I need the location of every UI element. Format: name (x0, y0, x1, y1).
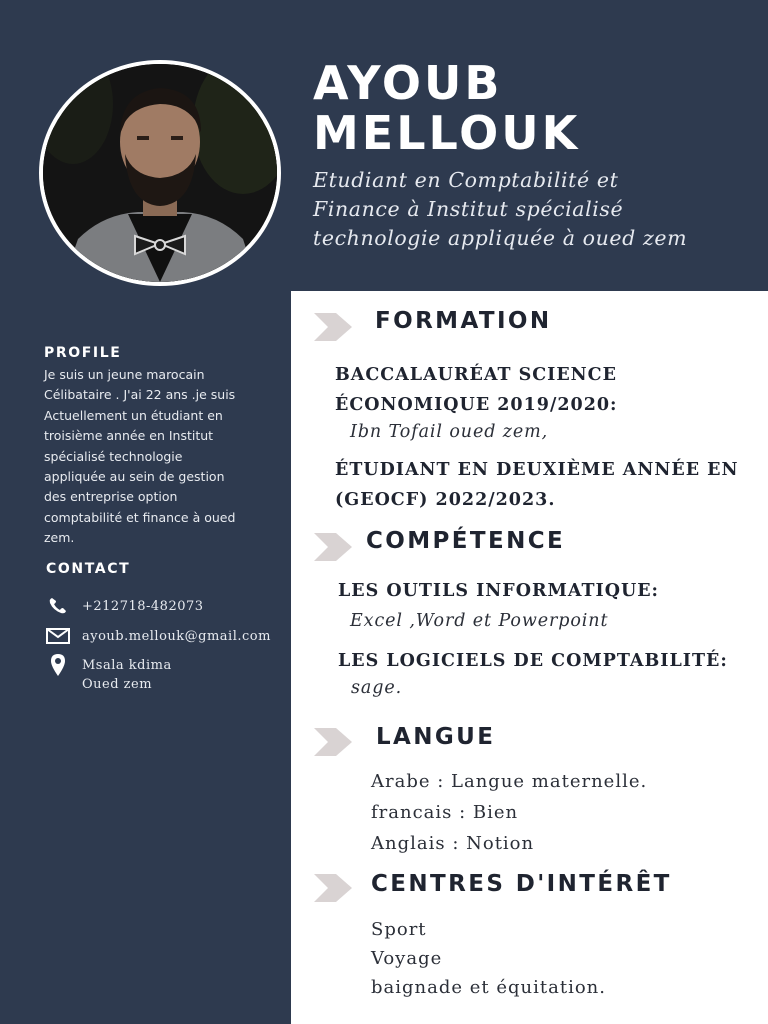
competence-item-2-value: sage. (351, 678, 403, 698)
competence-arrow-icon (314, 533, 352, 561)
formation-entry-1-title (335, 360, 618, 420)
profile-line: Actuellement un étudiant en (44, 407, 223, 423)
profile-line: Je suis un jeune marocain (44, 367, 205, 382)
profile-line: comptabilité et finance à oued (44, 509, 236, 525)
interet-item: baignade et équitation. (371, 977, 606, 998)
tagline-line: technologie appliquée à oued zem (313, 226, 688, 250)
profile-heading: PROFILE (44, 345, 122, 361)
entry-line: (GEOCF) 2022/2023. (335, 490, 556, 510)
address-line: Oued zem (82, 677, 153, 692)
location-pin-icon (46, 656, 70, 674)
competence-item-2-title: LES LOGICIELS DE COMPTABILITÉ: (338, 651, 728, 671)
profile-line: appliquée au sein de gestion (44, 469, 225, 485)
formation-entry-2-title (335, 455, 738, 515)
competence-title: COMPÉTENCE (366, 528, 566, 554)
entry-line: BACCALAURÉAT SCIENCE (335, 365, 617, 385)
interet-item: Voyage (371, 948, 443, 969)
contact-phone (46, 597, 204, 616)
email-address[interactable]: ayoub.mellouk@gmail.com (82, 629, 271, 644)
entry-line: ÉTUDIANT EN DEUXIÈME ANNÉE EN (335, 460, 739, 480)
langue-title: LANGUE (376, 724, 496, 750)
mail-icon (46, 627, 70, 645)
tagline-line: Finance à Institut spécialisé (313, 197, 624, 221)
profile-text (44, 365, 270, 549)
langue-item: Arabe : Langue maternelle. (371, 771, 648, 792)
tagline-line: Etudiant en Comptabilité et (313, 168, 619, 192)
profile-line: des entreprise option (44, 489, 178, 505)
address (82, 656, 172, 694)
phone-icon (46, 597, 70, 615)
name-last: MELLOUK (313, 106, 581, 160)
profile-line: zem. (44, 530, 75, 546)
profile-line: Célibataire . J'ai 22 ans .je suis (44, 387, 236, 403)
formation-entry-1-place: Ibn Tofail oued zem, (350, 422, 549, 442)
profile-photo (39, 60, 281, 286)
competence-item-1-title: LES OUTILS INFORMATIQUE: (338, 581, 660, 601)
langue-arrow-icon (314, 728, 352, 756)
competence-item-1-value: Excel ,Word et Powerpoint (350, 611, 609, 631)
address-line: Msala kdima (82, 658, 172, 673)
interets-title: CENTRES D'INTÉRÊT (371, 871, 672, 897)
formation-arrow-icon (314, 313, 352, 341)
entry-line: ÉCONOMIQUE 2019/2020: (335, 395, 618, 415)
interet-item: Sport (371, 919, 427, 940)
tagline (313, 166, 763, 253)
profile-line: spécialisé technologie (44, 448, 183, 464)
formation-title: FORMATION (375, 308, 552, 334)
contact-email (46, 627, 271, 646)
langue-item: francais : Bien (371, 802, 519, 823)
interets-arrow-icon (314, 874, 352, 902)
name-first: AYOUB (313, 56, 503, 110)
phone-number[interactable]: +212718-482073 (82, 599, 204, 614)
profile-line: troisième année en Institut (44, 428, 214, 444)
langue-item: Anglais : Notion (371, 833, 535, 854)
candidate-name (313, 58, 580, 158)
contact-address (46, 656, 172, 694)
contact-heading: CONTACT (46, 561, 131, 577)
